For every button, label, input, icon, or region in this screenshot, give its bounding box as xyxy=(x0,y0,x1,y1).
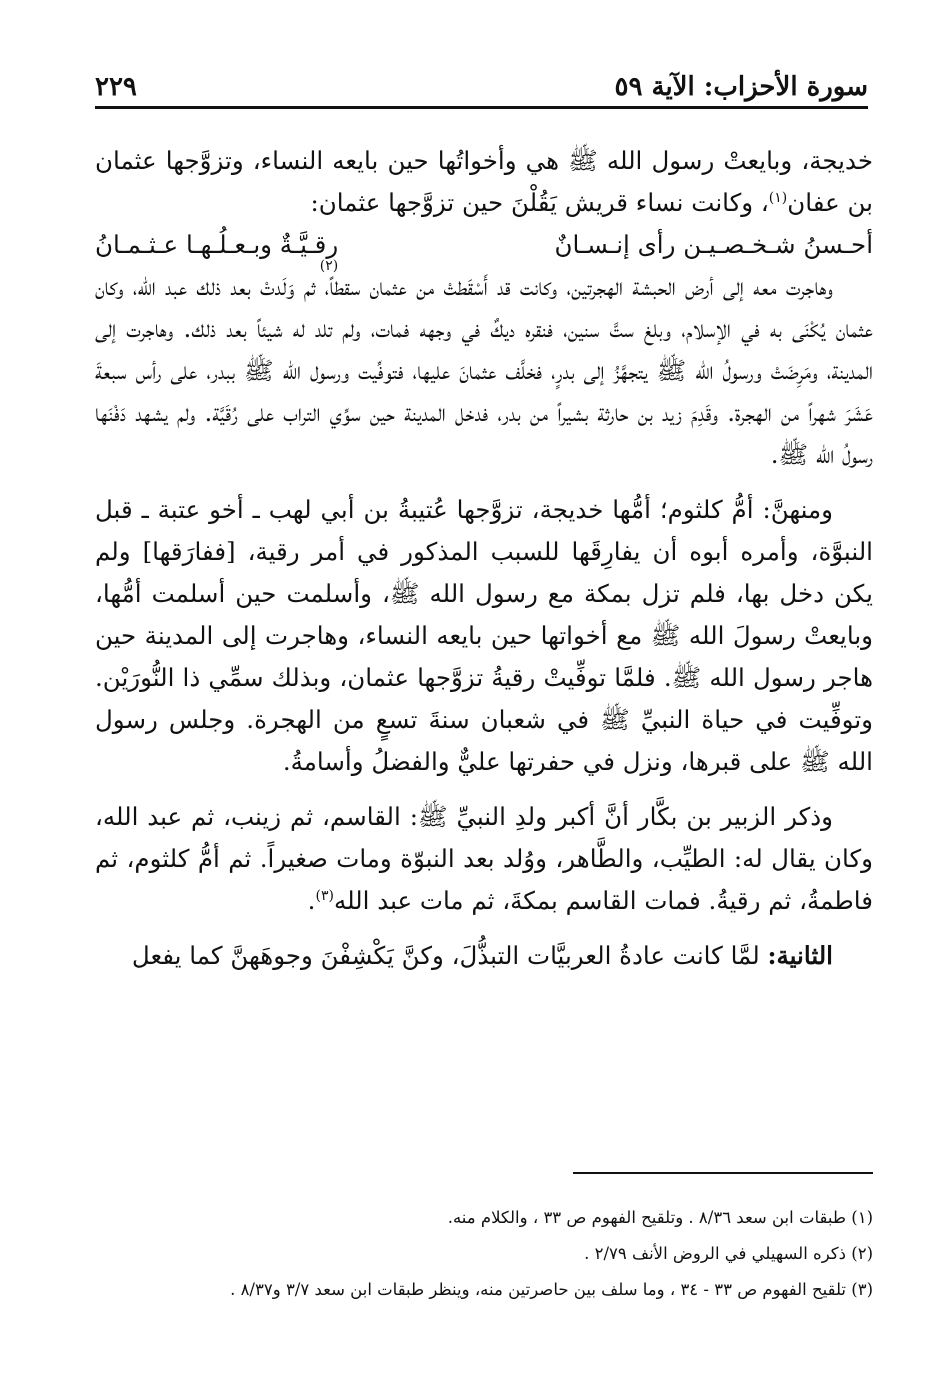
footnote-ref-3: (٣) xyxy=(315,887,334,904)
paragraph-1-tail: ، وكانت نساء قريش يَقُلْنَ حين تزوَّجها عثمان: xyxy=(310,188,769,217)
footnote-ref-1: (١) xyxy=(768,189,788,206)
footnote-3: (٣) تلقيح الفهوم ص ٣٣ - ٣٤ ، وما سلف بين حاصرتين منه، وينظر طبقات ابن سعد ٣/٧ و٨/٣٧ . xyxy=(230,1280,873,1299)
poem-verse xyxy=(95,224,873,274)
paragraph-4 xyxy=(95,796,873,922)
paragraph-2: وهاجرت معه إلى أرض الحبشة الهجرتين، وكانت قد أَسْقَطتْ من عثمان سقطاً، ثم وَلَدتْ بعد ذلك عبد الله، وكان عثمان يُكْنَى به في الإسلام، وبلغ ستَّ سنين، فنقره ديكٌ في وجهه فمات، ولم تلد له شيئاً بعد ذلك. وهاجرت إلى المدينة، ومَرِضَتْ ورسولُ الله ﷺ يتجهَّزُ إلى بدرٍ، فخلَّف عثمانَ عليها، فتوفِّيت ورسول الله ﷺ ببدر، على رأس سبعةَ عَشَرَ شهراً من الهجرة. وقَدِمَ زيد بن حارثة بشيراً من بدر، فدخل المدينة حين سوِّي التراب على رُقَيَّة. ولم يشهد دَفْنَها رسولُ الله ﷺ. xyxy=(95,272,873,469)
poem-hemistich-2: رقـيَّـةٌ وبـعـلُـهـا عـثـمـانُ xyxy=(95,230,339,259)
main-text xyxy=(95,140,873,977)
paragraph-1-text: خديجة، وبايعتْ رسول الله ﷺ هي وأخواتُها حين بايعه النساء، وتزوَّجها عثمان بن عفان xyxy=(95,146,873,217)
surah-title: سورة الأحزاب: الآية ٥٩ xyxy=(614,72,868,102)
paragraph-4-end: . xyxy=(307,886,316,915)
poem-hemistich-2-wrap: رقـيَّـةٌ وبـعـلُـهـا عـثـمـانُ (٢) xyxy=(95,224,338,266)
paragraph-4-text: وذكر الزبير بن بكَّار أنَّ أكبر ولدِ النبيِّ ﷺ: القاسم، ثم زينب، ثم عبد الله، وكان يقال له: الطيِّب، والطَّاهر، ووُلد بعد النبوّة ومات صغيراً. ثم أمُّ كلثوم، ثم فاطمةُ، ثم رقيةُ. فمات القاسم بمكةَ، ثم مات عبد الله xyxy=(95,802,873,915)
section-lead: الثانية: xyxy=(767,941,833,970)
paragraph-5-text: لمَّا كانت عادةُ العربيَّات التبذُّلَ، وكنَّ يَكْشِفْنَ وجوهَهنَّ كما يفعل xyxy=(131,941,768,970)
poem-hemistich-1: أحـسنُ شـخـصـيـن رأى إنـسـانٌ xyxy=(554,230,873,259)
footnotes xyxy=(95,1200,873,1308)
footnote-1: (١) طبقات ابن سعد ٨/٣٦ . وتلقيح الفهوم ص ٣٣ ، والكلام منه. xyxy=(447,1208,873,1227)
running-header xyxy=(95,62,868,109)
page-number: ٢٢٩ xyxy=(95,72,137,102)
paragraph-3: ومنهنَّ: أمُّ كلثوم؛ أمُّها خديجة، تزوَّجها عُتيبةُ بن أبي لهب ـ أخو عتبة ـ قبل النبوَّة، وأمره أبوه أن يفارِقَها للسبب المذكور في أمر رقية، [ففارَقها] ولم يكن دخل بها، فلم تزل بمكة مع رسول الله ﷺ، وأسلمت حين أسلمت أمُّها، وبايعتْ رسولَ الله ﷺ مع أخواتها حين بايعه النساء، وهاجرت إلى المدينة حين هاجر رسول الله ﷺ. فلمَّا توفِّيتْ رقيةُ تزوَّجها عثمان، وبذلك سمِّي ذا النُّورَيْن. وتوفِّيت في حياة النبيِّ ﷺ في شعبان سنةَ تسعٍ من الهجرة. وجلس رسول الله ﷺ على قبرها، ونزل في حفرتها عليٌّ والفضلُ وأسامةُ. xyxy=(95,495,873,776)
paragraph-1 xyxy=(95,140,873,224)
footnote-2: (٢) ذكره السهيلي في الروض الأنف ٢/٧٩ . xyxy=(584,1244,873,1263)
footnote-divider xyxy=(573,1172,873,1174)
paragraph-5 xyxy=(95,935,873,977)
